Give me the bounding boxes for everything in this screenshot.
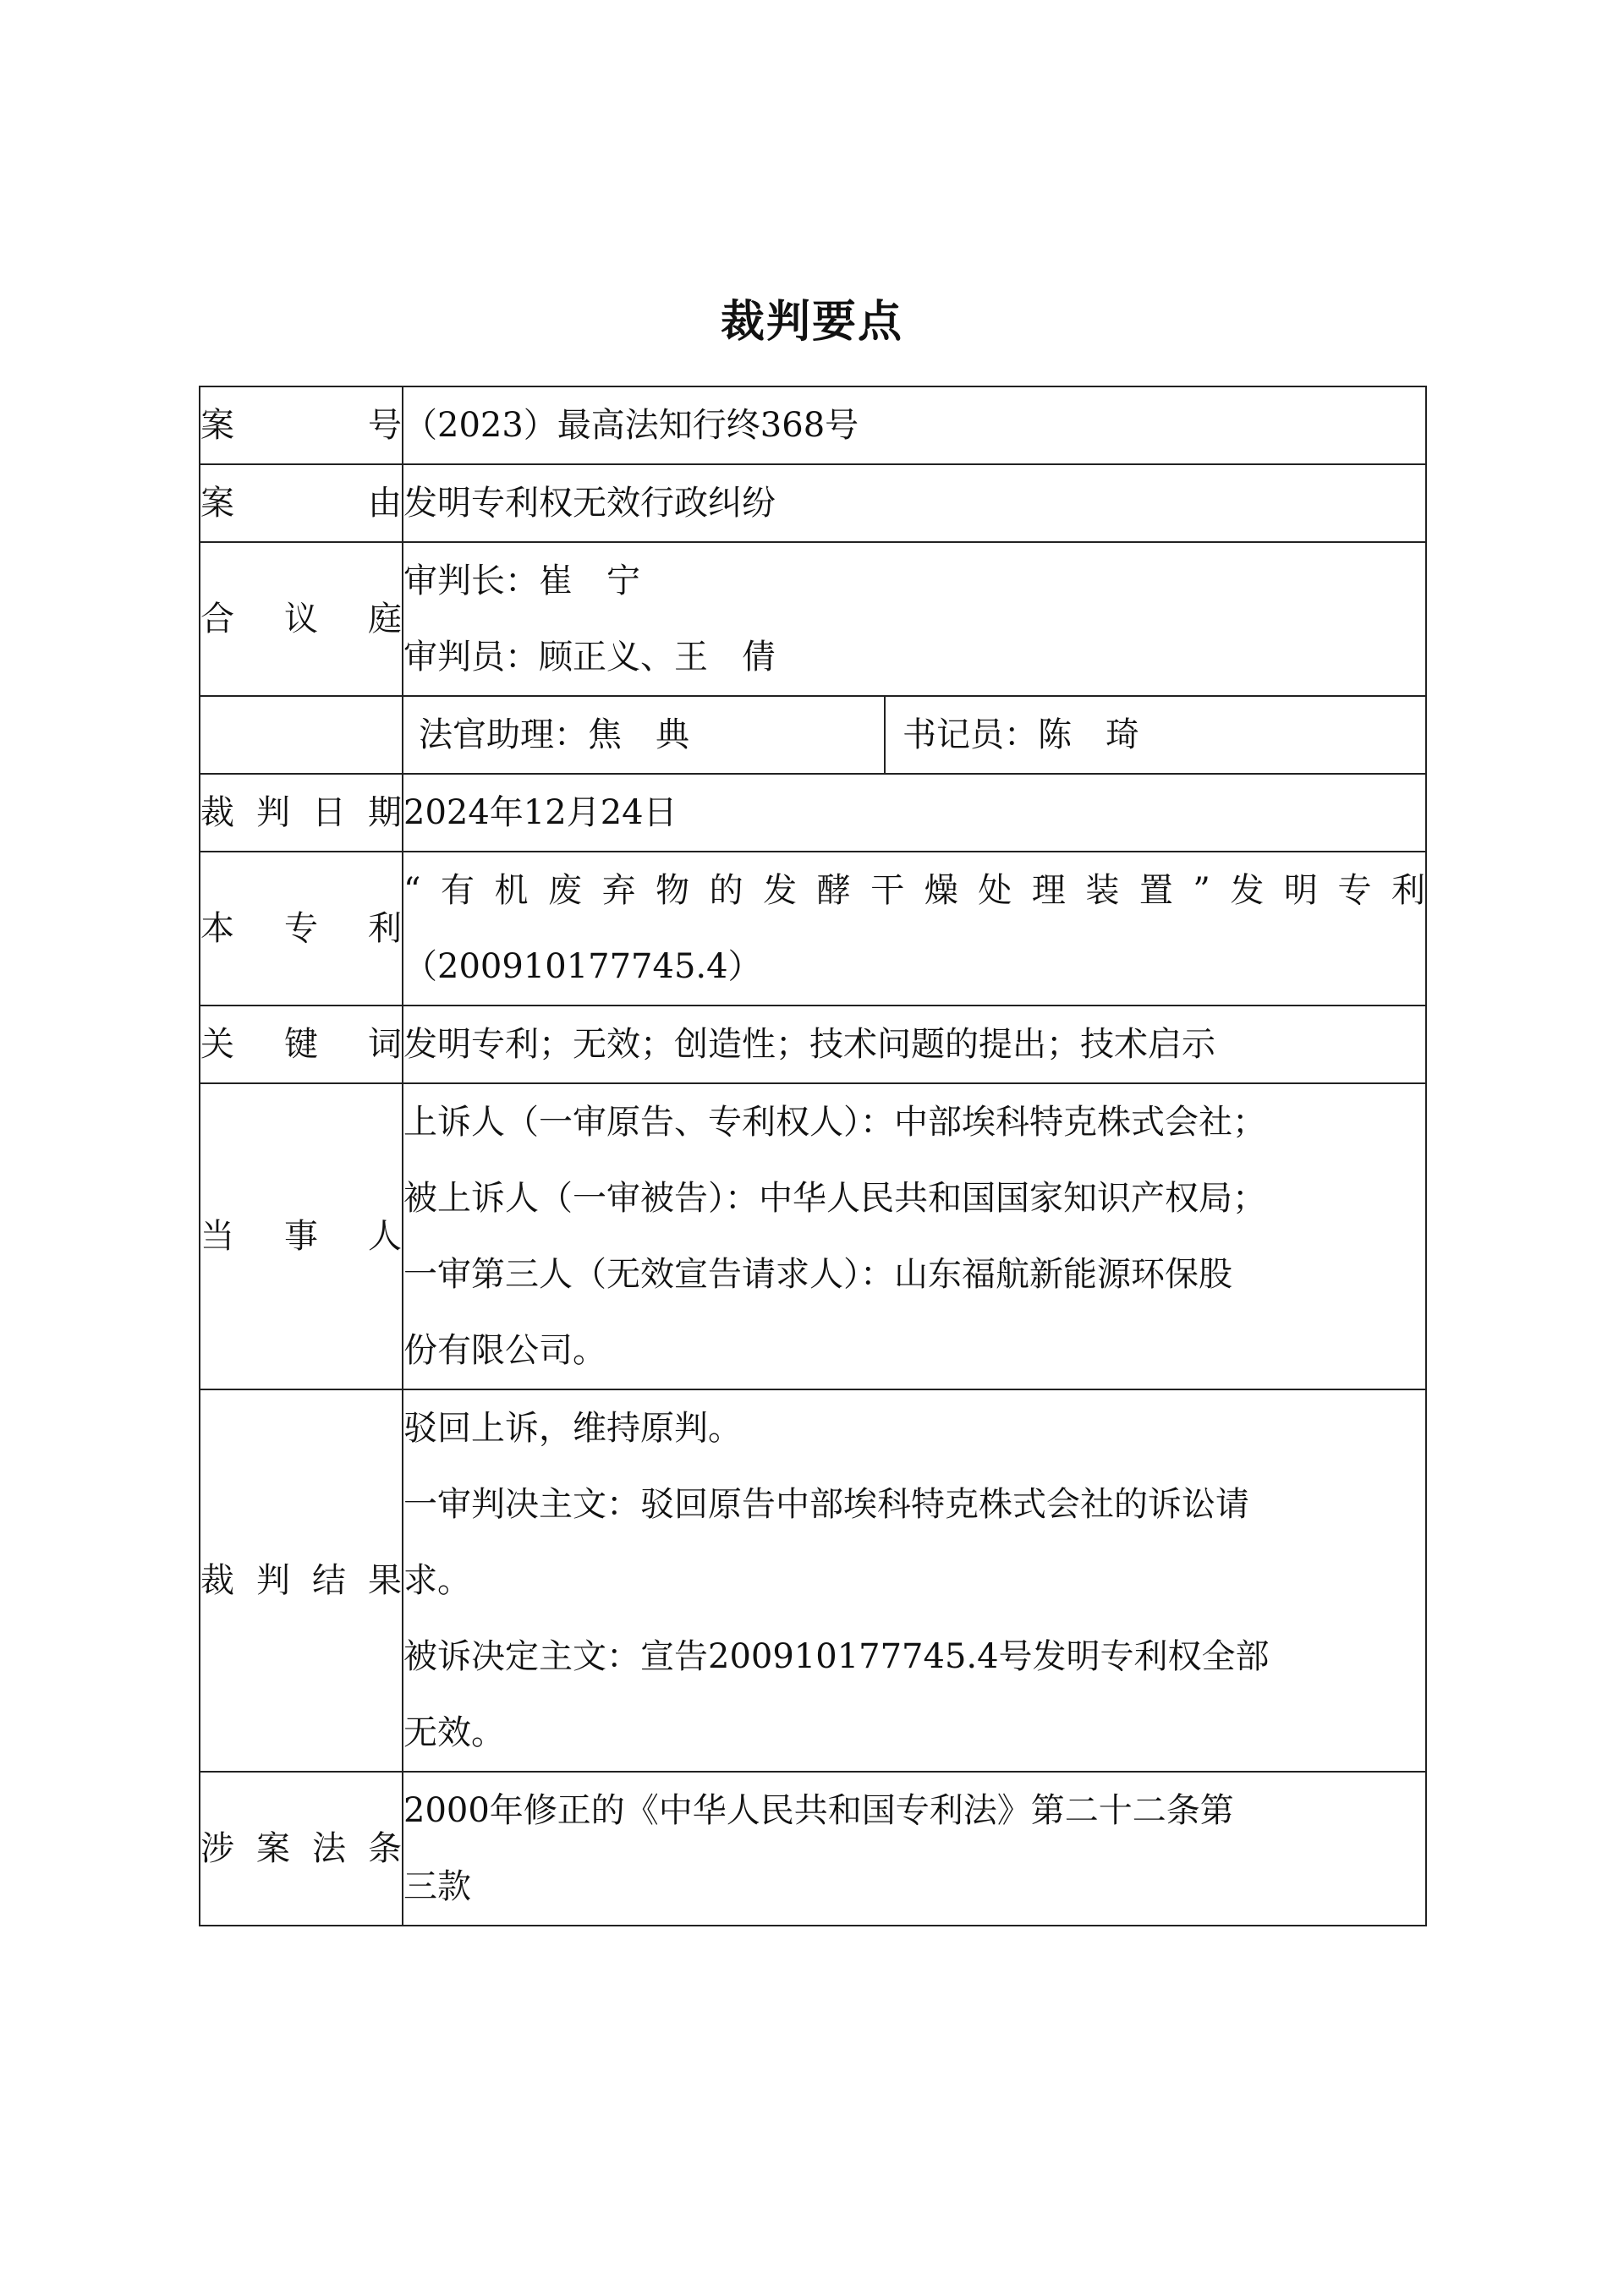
keywords-label: 关键词 xyxy=(200,1006,403,1083)
table-row xyxy=(200,696,1426,774)
page-title: 裁判要点 xyxy=(720,297,903,348)
result-line: 一审判决主文：驳回原告中部埃科特克株式会社的诉讼请 xyxy=(403,1485,1249,1524)
patent-value xyxy=(403,852,1426,1006)
judgment-date-value: 2024年12月24日 xyxy=(403,774,1426,852)
assistant-clerk-cell xyxy=(403,696,1426,774)
table-row xyxy=(200,386,1426,464)
table-row xyxy=(200,542,1426,696)
empty-label-cell xyxy=(200,696,403,774)
party-third-cont: 份有限公司。 xyxy=(403,1331,606,1370)
law-value xyxy=(403,1772,1426,1926)
judgment-date-label: 裁判日期 xyxy=(200,774,403,852)
cause-label: 案 由 xyxy=(200,464,403,542)
law-line: 三款 xyxy=(403,1867,471,1906)
panel-judges: 审判员：顾正义、王 倩 xyxy=(403,638,776,677)
court-clerk: 书记员：陈 琦 xyxy=(903,715,1139,754)
table-row xyxy=(200,464,1426,542)
result-line: 驳回上诉，维持原判。 xyxy=(403,1409,742,1448)
patent-label: 本专利 xyxy=(200,852,403,1006)
result-label: 裁判结果 xyxy=(200,1389,403,1772)
patent-title: “有机废弃物的发酵干燥处理装置”发明专利 xyxy=(403,871,1425,910)
law-line: 2000年修正的《中华人民共和国专利法》第二十二条第 xyxy=(403,1791,1234,1830)
table-row xyxy=(200,1083,1426,1389)
panel-value xyxy=(403,542,1426,696)
table-row xyxy=(200,1389,1426,1772)
party-appellant: 上诉人（一审原告、专利权人）：中部埃科特克株式会社； xyxy=(403,1103,1266,1142)
result-line: 被诉决定主文：宣告200910177745.4号发明专利权全部 xyxy=(403,1637,1270,1676)
judgment-summary-table xyxy=(199,386,1427,1926)
panel-chief-judge: 审判长：崔 宁 xyxy=(403,562,640,600)
panel-label: 合议庭 xyxy=(200,542,403,696)
table-row xyxy=(200,774,1426,852)
cause-value: 发明专利权无效行政纠纷 xyxy=(403,464,1426,542)
party-appellee: 被上诉人（一审被告）：中华人民共和国国家知识产权局； xyxy=(403,1179,1266,1218)
table-row xyxy=(200,852,1426,1006)
result-line: 无效。 xyxy=(403,1713,505,1752)
table-row xyxy=(200,1006,1426,1083)
parties-value xyxy=(403,1083,1426,1389)
party-third: 一审第三人（无效宣告请求人）：山东福航新能源环保股 xyxy=(403,1255,1232,1294)
result-line: 求。 xyxy=(403,1561,471,1600)
table-row xyxy=(200,1772,1426,1926)
parties-label: 当事人 xyxy=(200,1083,403,1389)
case-number-label: 案 号 xyxy=(200,386,403,464)
keywords-value: 发明专利；无效；创造性；技术问题的提出；技术启示 xyxy=(403,1006,1426,1083)
law-label: 涉案法条 xyxy=(200,1772,403,1926)
result-value xyxy=(403,1389,1426,1772)
case-number-value: （2023）最高法知行终368号 xyxy=(403,386,1426,464)
patent-number: （200910177745.4） xyxy=(403,947,762,986)
judge-assistant: 法官助理：焦 典 xyxy=(403,697,886,773)
